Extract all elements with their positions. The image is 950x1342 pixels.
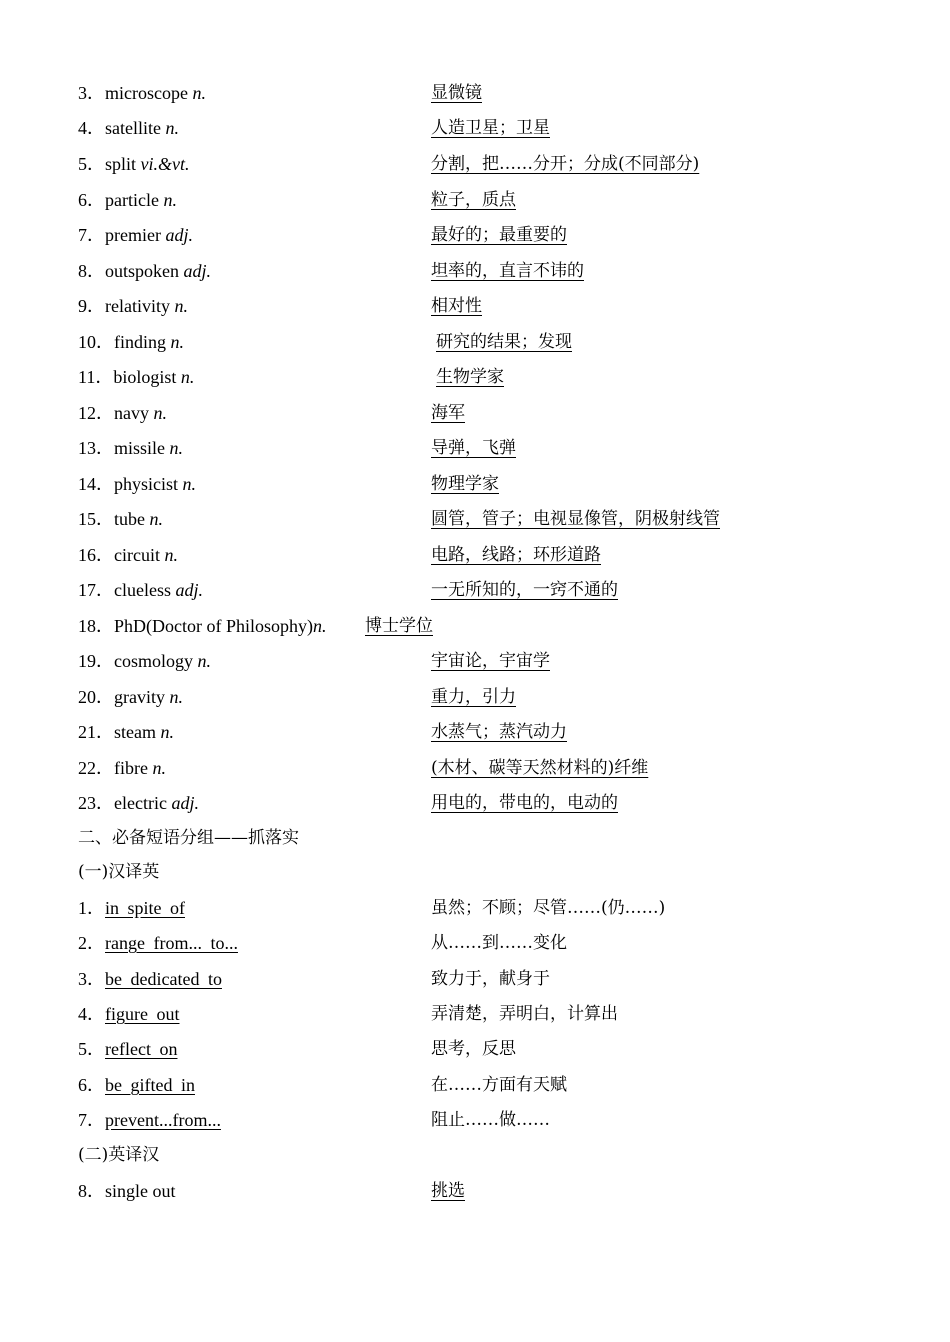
part-of-speech: adj. [183,261,212,281]
part-of-speech: n. [174,296,188,316]
vocab-meaning: 水蒸气；蒸汽动力 [431,722,567,742]
phrase-text: prevent...from... [105,1110,221,1130]
part-of-speech: n. [169,438,184,458]
vocab-item [78,364,194,390]
vocab-meaning: 用电的，带电的，电动的 [431,793,618,813]
section-heading: 二、必备短语分组——抓落实 [78,828,299,848]
vocab-meaning: 最好的；最重要的 [431,225,567,245]
vocab-item [78,435,183,461]
item-number: 20． [78,687,114,707]
item-number: 9． [78,296,105,316]
vocab-word: biologist [113,367,181,387]
vocab-item [78,719,174,745]
vocab-item [78,684,183,710]
vocab-word: circuit [114,545,165,565]
part-of-speech: n. [197,651,211,671]
part-of-speech: n. [313,616,327,636]
part-of-speech: n. [160,722,174,742]
vocab-meaning: 宇宙论，宇宙学 [431,651,550,671]
vocab-meaning: 分割，把……分开；分成(不同部分) [431,154,700,174]
vocab-item [78,471,196,497]
vocab-word: particle [105,190,164,210]
phrase-text: be dedicated to [105,969,222,989]
vocab-meaning: 显微镜 [431,83,482,103]
vocab-item [78,542,178,568]
vocab-item [78,258,211,284]
phrase-item [78,1178,176,1204]
vocab-item [78,115,179,141]
vocab-item [78,222,193,248]
part-of-speech: adj. [175,580,203,600]
vocab-item [78,755,166,781]
vocab-word: navy [114,403,154,423]
phrase-text: reflect on [105,1039,178,1059]
item-number: 6． [78,190,105,210]
phrase-meaning: 思考，反思 [431,1039,516,1059]
phrase-meaning: 从……到……变化 [431,933,567,953]
vocab-meaning: 物理学家 [431,474,499,494]
phrase-item [78,1001,179,1027]
part-of-speech: adj. [171,793,199,813]
phrase-text: be gifted in [105,1075,195,1095]
vocab-meaning: 电路，线路；环形道路 [431,545,601,565]
vocab-word: PhD(Doctor of Philosophy) [114,616,313,636]
item-number: 5． [78,1039,105,1059]
subsection-heading-en-cn: (二)英译汉 [78,1145,160,1165]
item-number: 11． [78,367,114,387]
vocab-word: fibre [114,758,153,778]
vocab-word: relativity [105,296,175,316]
item-number: 19． [78,651,114,671]
vocab-item [78,400,167,426]
vocab-meaning: 重力，引力 [431,687,516,707]
vocab-meaning: 圆管，管子；电视显像管，阴极射线管 [431,509,720,529]
vocab-meaning: 坦率的，直言不讳的 [431,261,584,281]
item-number: 4． [78,1004,105,1024]
vocab-item [78,506,163,532]
item-number: 16． [78,545,114,565]
item-number: 21． [78,722,114,742]
part-of-speech: n. [170,332,184,352]
vocab-meaning: 海军 [431,403,465,423]
item-number: 8． [78,1181,105,1201]
vocab-word: steam [114,722,161,742]
part-of-speech: n. [163,190,177,210]
phrase-item [78,1072,195,1098]
item-number: 13． [78,438,114,458]
phrase-item [78,1036,177,1062]
phrase-meaning: 弄清楚，弄明白，计算出 [431,1004,618,1024]
item-number: 7． [78,225,105,245]
phrase-meaning: 挑选 [431,1181,465,1201]
vocab-word: outspoken [105,261,184,281]
vocab-item [78,293,188,319]
item-number: 12． [78,403,114,423]
item-number: 14． [78,474,114,494]
part-of-speech: n. [164,545,178,565]
vocab-item [78,790,199,816]
vocab-word: electric [114,793,172,813]
part-of-speech: vi.&vt. [140,154,190,174]
part-of-speech: n. [152,758,166,778]
item-number: 23． [78,793,114,813]
item-number: 3． [78,969,105,989]
vocab-meaning: 研究的结果；发现 [436,332,572,352]
item-number: 15． [78,509,114,529]
vocab-meaning: 相对性 [431,296,482,316]
vocab-meaning: (木材、碳等天然材料的)纤维 [431,758,649,778]
vocab-item [78,151,190,177]
phrase-text: figure out [105,1004,180,1024]
part-of-speech: n. [192,83,206,103]
item-number: 8． [78,261,105,281]
vocab-item [78,329,184,355]
part-of-speech: n. [165,118,179,138]
phrase-text: in spite of [105,898,185,918]
phrase-meaning: 阻止……做…… [431,1110,550,1130]
item-number: 2． [78,933,105,953]
item-number: 4． [78,118,105,138]
item-number: 18． [78,616,114,636]
vocab-item [78,80,206,106]
phrase-item [78,1107,221,1133]
vocab-item [78,613,327,639]
item-number: 10． [78,332,114,352]
item-number: 5． [78,154,105,174]
part-of-speech: n. [182,474,197,494]
vocab-word: premier [105,225,166,245]
vocab-word: missile [114,438,170,458]
vocab-item [78,187,177,213]
vocab-word: cosmology [114,651,198,671]
phrase-item [78,930,238,956]
phrase-meaning: 虽然；不顾；尽管……(仍……) [431,898,666,918]
phrase-item [78,895,185,921]
vocab-item [78,648,211,674]
item-number: 7． [78,1110,105,1130]
item-number: 3． [78,83,105,103]
vocab-word: microscope [105,83,193,103]
phrase-item [78,966,222,992]
vocab-word: satellite [105,118,166,138]
item-number: 6． [78,1075,105,1095]
phrase-meaning: 在……方面有天赋 [431,1075,567,1095]
vocab-word: split [105,154,141,174]
phrase-text: single out [105,1181,176,1201]
vocab-meaning: 导弹，飞弹 [431,438,516,458]
phrase-text: range from... to... [105,933,238,953]
part-of-speech: n. [153,403,167,423]
part-of-speech: n. [169,687,183,707]
vocab-item [78,577,203,603]
vocab-meaning: 粒子，质点 [431,190,516,210]
item-number: 17． [78,580,114,600]
item-number: 22． [78,758,114,778]
vocab-meaning: 一无所知的，一窍不通的 [431,580,618,600]
phrase-meaning: 致力于，献身于 [431,969,550,989]
subsection-heading-cn-en: (一)汉译英 [78,862,160,882]
part-of-speech: n. [180,367,195,387]
vocab-word: tube [114,509,150,529]
vocab-word: finding [114,332,171,352]
vocab-word: gravity [114,687,170,707]
item-number: 1． [78,898,105,918]
vocab-meaning: 博士学位 [365,616,433,636]
vocab-word: physicist [114,474,183,494]
part-of-speech: adj. [165,225,193,245]
part-of-speech: n. [149,509,163,529]
vocab-meaning: 人造卫星；卫星 [431,118,550,138]
vocab-word: clueless [114,580,176,600]
vocab-meaning: 生物学家 [436,367,504,387]
